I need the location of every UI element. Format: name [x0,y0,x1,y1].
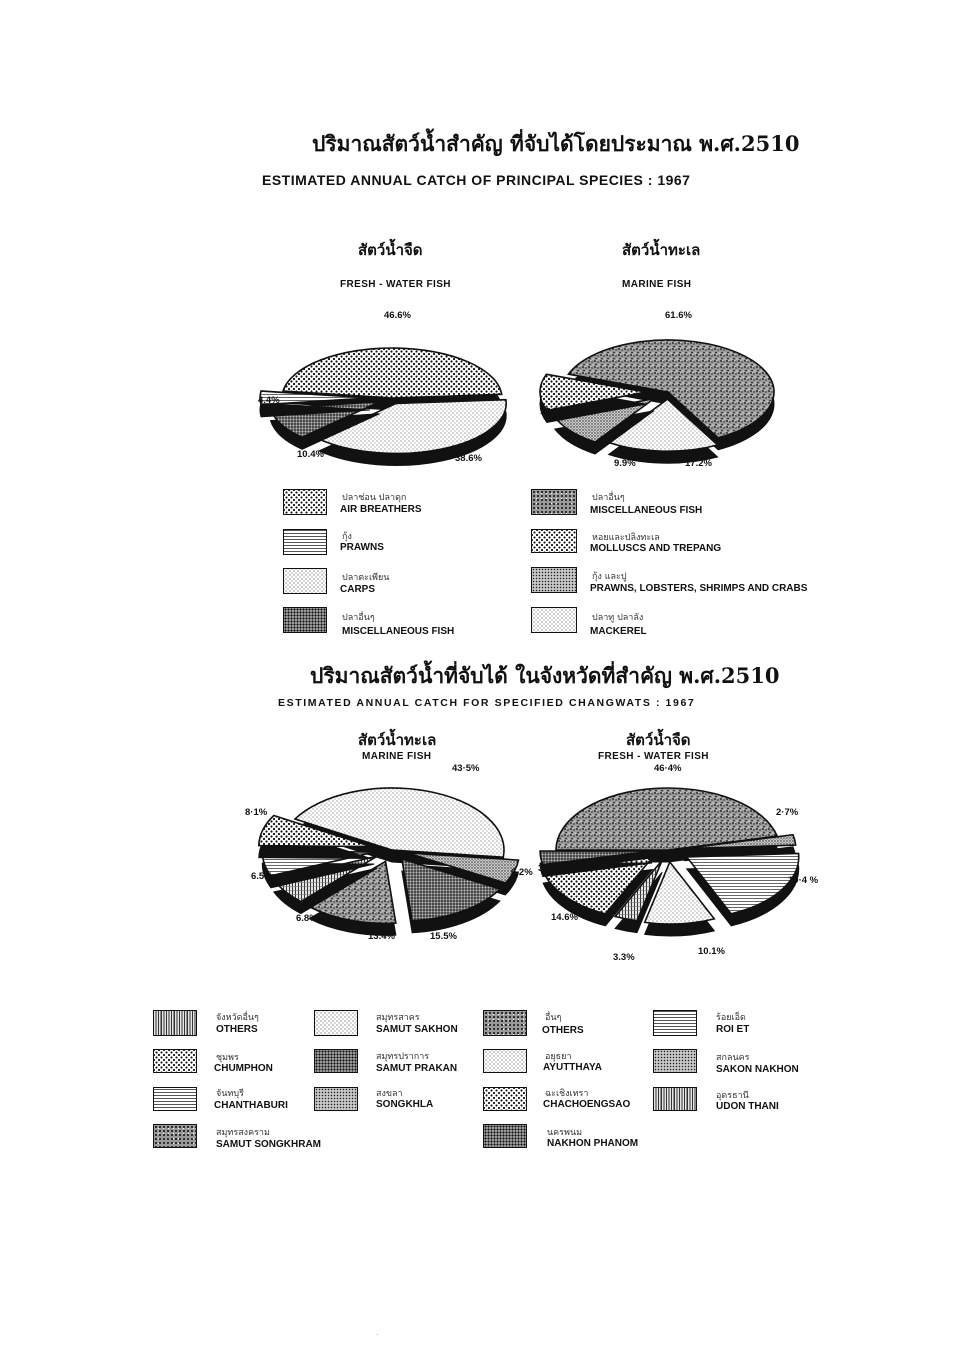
legend-label: CARPS [340,584,376,595]
legend-swatch-udon-thani [653,1087,697,1111]
legend-swatch-samut-sakhon [314,1010,358,1036]
legend-label: PRAWNS, LOBSTERS, SHRIMPS AND CRABS [590,583,808,594]
legend-thai-label: ปลาทู ปลาลัง [592,613,644,623]
pie-slice-label: 8·1% [245,807,268,818]
pie-slice-label: 19·4 % [788,875,819,886]
legend-label: CHUMPHON [214,1063,273,1074]
legend-swatch-chumphon [153,1049,197,1073]
pie-slice-label: 38.6% [455,453,482,464]
chart4-title-thai: สัตว์น้ำจืด [626,731,691,749]
pie-chart-1 [258,310,506,465]
legend-swatch-samut-songkhram [153,1124,197,1148]
chart1-title: FRESH - WATER FISH [340,279,451,290]
legend-label: UDON THANI [716,1101,779,1112]
pie-slice-label: 4.4% [258,395,280,406]
legend-thai-label: จันทบุรี [216,1089,244,1099]
legend-swatch-ayutthaya [483,1049,527,1073]
legend-swatch-others-freshwater [483,1010,527,1036]
legend-thai-label: ปลาอื่นๆ [342,613,375,623]
pie-slice-label: 6.2% [511,867,533,878]
pie-slice-label: 61.6% [665,310,692,321]
legend-swatch-misc-fish [283,607,327,633]
legend-label: OTHERS [216,1024,258,1035]
bottom-title-english: ESTIMATED ANNUAL CATCH FOR SPECIFIED CHANGWATS : 1967 [278,697,696,709]
legend-thai-label: จังหวัดอื่นๆ [216,1013,259,1023]
legend-label: SONGKHLA [376,1099,434,1110]
legend-label: OTHERS [542,1025,584,1036]
legend-thai-label: สมุทรสงคราม [216,1128,270,1138]
pie-chart-3 [245,763,533,942]
pie-slice-label: 9.9% [614,458,636,469]
pie-slice-label: 14.6% [551,912,578,923]
legend-label: AYUTTHAYA [543,1062,602,1073]
legend-thai-label: กุ้ง และปู [592,572,627,582]
legend-swatch-songkhla [314,1087,358,1111]
legend-label: AIR BREATHERS [340,504,422,515]
pie-slice-label: 15.5% [430,931,457,942]
chart2-title-thai: สัตว์น้ำทะเล [622,241,701,259]
legend-swatch-sakon-nakhon [653,1049,697,1073]
page-speck: · [376,1330,379,1339]
legend-thai-label: สมุทรปราการ [376,1052,430,1062]
legend-swatch-air-breathers [283,489,327,515]
legend-swatch-prawns-crabs [531,567,577,593]
legend-label: SAMUT SONGKHRAM [216,1139,321,1150]
chart3-title-thai: สัตว์น้ำทะเล [358,731,437,749]
pie-slice-label: 11.3% [540,406,567,417]
legend-label: MISCELLANEOUS FISH [342,626,455,637]
pie-slice-label: 43·5% [452,763,480,774]
chart4-title: FRESH - WATER FISH [598,751,709,762]
legend-thai-label: อยุธยา [545,1052,572,1062]
legend-thai-label: ชุมพร [216,1053,239,1063]
legend-swatch-chanthaburi [153,1087,197,1111]
legend-swatch-misc-fish-marine [531,489,577,515]
pie-slice-label: 17.2% [685,458,712,469]
pie-slice-label: 3·5% [538,863,561,874]
legend-label: ROI ET [716,1024,750,1035]
legend-label: NAKHON PHANOM [547,1138,639,1149]
legend-label: CHANTHABURI [214,1100,288,1111]
legend-thai-label: อื่นๆ [545,1013,562,1023]
legend-swatch-molluscs [531,529,577,553]
legend-thai-label: ปลาตะเพียน [342,573,390,583]
pie-slice-label: 46·4% [654,763,682,774]
pie-slice-label: 46.6% [384,310,411,321]
legend-label: MACKEREL [590,626,647,637]
pie-slice [283,348,502,398]
pie-slice-label: 10.1% [698,946,725,957]
pie-chart-4 [538,763,819,963]
legend-label: SAMUT PRAKAN [376,1063,458,1074]
chart3-title: MARINE FISH [362,751,432,762]
legend-swatch-mackerel [531,607,577,633]
chart1-title-thai: สัตว์น้ำจืด [358,241,423,259]
pie-slice-label: 6.5% [251,871,273,882]
legend-thai-label: ปลาอื่นๆ [592,493,625,503]
legend-label: CHACHOENGSAO [543,1099,631,1110]
legend-label: MISCELLANEOUS FISH [590,505,703,516]
legend-thai-label: อุดรธานี [716,1091,749,1101]
legend-thai-label: สงขลา [376,1089,403,1099]
top-title-english: ESTIMATED ANNUAL CATCH OF PRINCIPAL SPECIES : 1967 [262,172,691,188]
legend-swatch-others-marine [153,1010,197,1036]
bottom-title-thai: ปริมาณสัตว์น้ำที่จับได้ ในจังหวัดที่สำคัญ พ.ศ.2510 [310,663,780,688]
legend-label: MOLLUSCS AND TREPANG [590,543,722,554]
legend-swatch-roi-et [653,1010,697,1036]
legend-swatch-nakhon-phanom [483,1124,527,1148]
legend-thai-label: สมุทรสาคร [376,1013,420,1023]
legend-label: PRAWNS [340,542,384,553]
legend-swatch-carps [283,568,327,594]
pie-slice-label: 2·7% [776,807,799,818]
pie-slice-label: 3.3% [613,952,635,963]
legend-swatch-chachoengsao [483,1087,527,1111]
legend-thai-label: ฉะเชิงเทรา [545,1089,589,1099]
pie-slice-label: 6.8% [296,913,318,924]
legend-label: SAMUT SAKHON [376,1024,458,1035]
pie-slice-label: 10.4% [297,449,324,460]
top-title-thai: ปริมาณสัตว์น้ำสำคัญ ที่จับได้โดยประมาณ พ.ศ.2510 [312,131,800,156]
legend-thai-label: สกลนคร [716,1053,750,1063]
legend-thai-label: นครพนม [547,1128,583,1138]
legend-thai-label: กุ้ง [342,532,352,542]
legend-thai-label: ปลาช่อน ปลาดุก [342,493,407,503]
legend-thai-label: หอยและปลิงทะเล [592,533,660,543]
chart2-title: MARINE FISH [622,279,692,290]
pie-slice-label: 13.4% [368,931,395,942]
pie-chart-2 [540,310,774,469]
legend-swatch-samut-prakan [314,1049,358,1073]
legend-label: SAKON NAKHON [716,1064,799,1075]
legend-swatch-prawns [283,529,327,555]
legend-thai-label: ร้อยเอ็ด [716,1013,746,1023]
